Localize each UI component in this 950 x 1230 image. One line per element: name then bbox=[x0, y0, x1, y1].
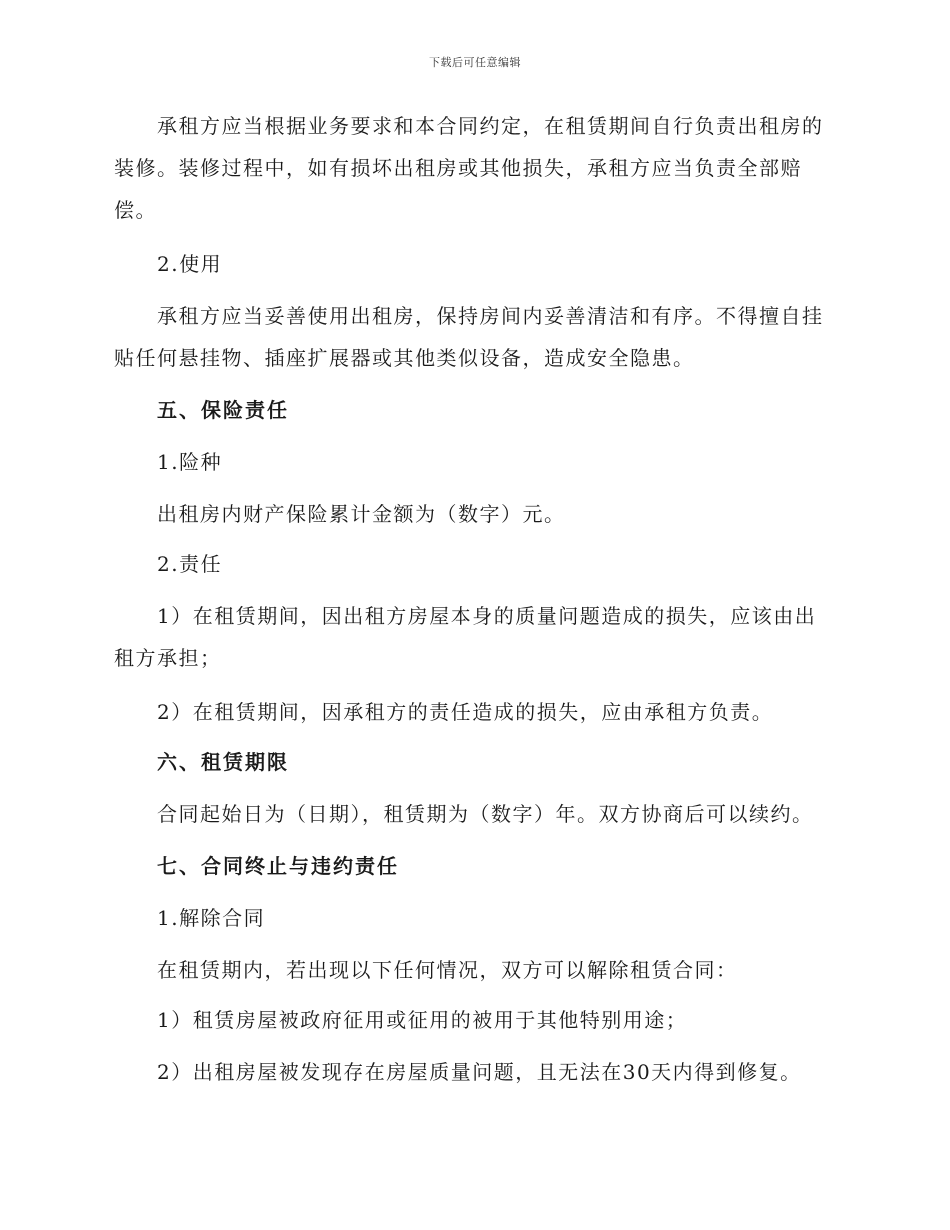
item-use: 2.使用 bbox=[157, 252, 223, 276]
paragraph-decoration-line-1: 承租方应当根据业务要求和本合同约定，在租赁期间自行负责出租房的 bbox=[157, 114, 824, 138]
page-header-note: 下载后可任意编辑 bbox=[429, 56, 521, 69]
paragraph-liability-2: 2）在租赁期间，因承租方的责任造成的损失，应由承租方负责。 bbox=[157, 700, 774, 724]
paragraph-liability-1-line-2: 租方承担； bbox=[114, 646, 222, 670]
paragraph-termination-conditions: 在租赁期内，若出现以下任何情况，双方可以解除租赁合同： bbox=[157, 958, 738, 982]
paragraph-use-line-2: 贴任何悬挂物、插座扩展器或其他类似设备，造成安全隐患。 bbox=[114, 346, 695, 370]
item-liability: 2.责任 bbox=[157, 552, 223, 576]
paragraph-lease-term: 合同起始日为（日期），租赁期为（数字）年。双方协商后可以续约。 bbox=[157, 802, 814, 826]
section-heading-insurance: 五、保险责任 bbox=[157, 398, 289, 422]
section-heading-termination: 七、合同终止与违约责任 bbox=[157, 854, 399, 878]
paragraph-condition-2: 2）出租房屋被发现存在房屋质量问题，且无法在30天内得到修复。 bbox=[157, 1060, 802, 1084]
item-terminate: 1.解除合同 bbox=[157, 906, 266, 930]
paragraph-decoration-line-2: 装修。装修过程中，如有损坏出租房或其他损失，承租方应当负责全部赔 bbox=[114, 156, 802, 180]
paragraph-use-line-1: 承租方应当妥善使用出租房，保持房间内妥善清洁和有序。不得擅自挂 bbox=[157, 304, 824, 328]
item-insurance-type: 1.险种 bbox=[157, 450, 223, 474]
paragraph-insurance-amount: 出租房内财产保险累计金额为（数字）元。 bbox=[157, 502, 566, 526]
paragraph-condition-1: 1）租赁房屋被政府征用或征用的被用于其他特别用途； bbox=[157, 1008, 688, 1032]
section-heading-lease-term: 六、租赁期限 bbox=[157, 750, 289, 774]
paragraph-liability-1-line-1: 1）在租赁期间，因出租方房屋本身的质量问题造成的损失，应该由出 bbox=[157, 604, 817, 628]
paragraph-decoration-line-3: 偿。 bbox=[114, 198, 157, 222]
